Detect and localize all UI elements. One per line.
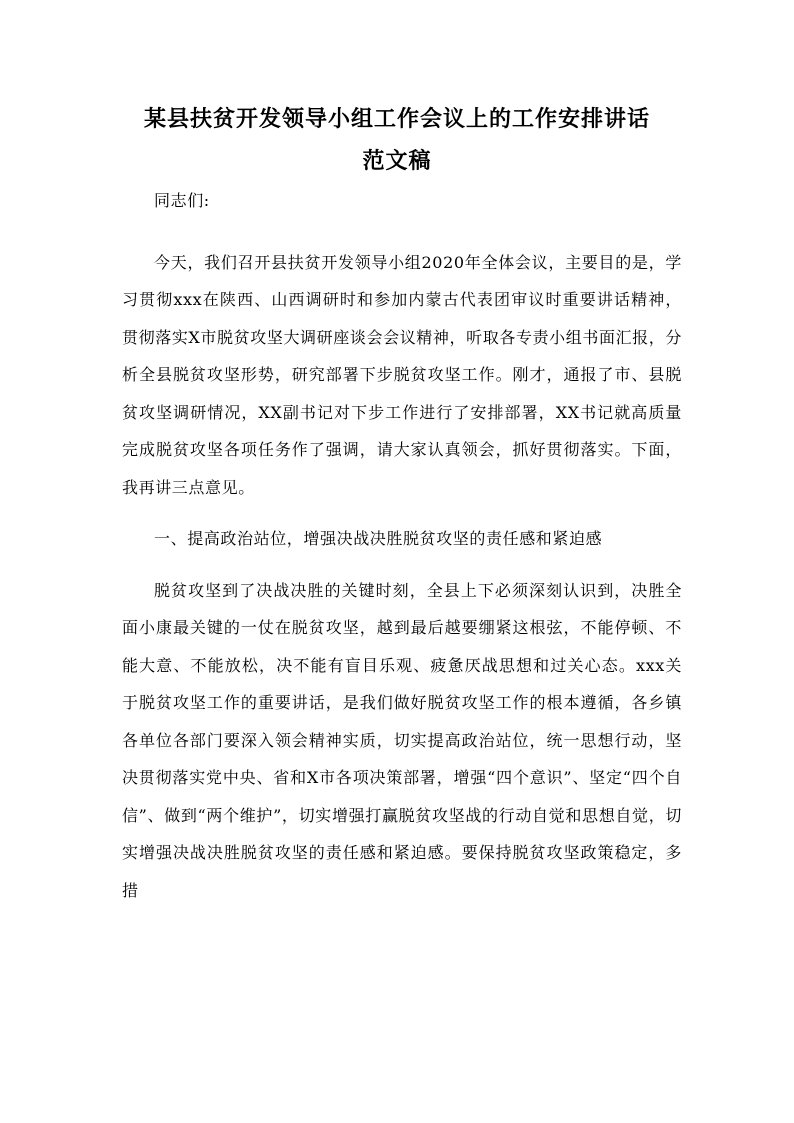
document-title-line-2: 范文稿 <box>362 148 432 174</box>
salutation: 同志们: <box>154 191 210 210</box>
section-heading-1: 一、提高政治站位，增强决战决胜脱贫攻坚的责任感和紧迫感 <box>154 529 603 548</box>
document-body <box>122 182 682 909</box>
document-title-line-1: 某县扶贫开发领导小组工作会议上的工作安排讲话 <box>143 106 650 132</box>
paragraph-intro: 今天，我们召开县扶贫开发领导小组2020年全体会议，主要目的是，学习贯彻xxx在陕西、山西调研时和参加内蒙古代表团审议时重要讲话精神，贯彻落实X市脱贫攻坚大调研座谈会会议精神，听取各专责小组书面汇报，分析全县脱贫攻坚形势，研究部署下步脱贫攻坚工作。刚才，通报了市、县脱贫攻坚调研情况，XX副书记对下步工作进行了安排部署，XX书记就高质量完成脱贫攻坚各项任务作了强调，请大家认真领会，抓好贯彻落实。下面，我再讲三点意见。 <box>122 252 682 497</box>
paragraph-section-1: 脱贫攻坚到了决战决胜的关键时刻，全县上下必须深刻认识到，决胜全面小康最关键的一仗在脱贫攻坚，越到最后越要绷紧这根弦，不能停顿、不能大意、不能放松，决不能有盲目乐观、疲惫厌战思想和过关心态。xxx关于脱贫攻坚工作的重要讲话，是我们做好脱贫攻坚工作的根本遵循，各乡镇各单位各部门要深入领会精神实质，切实提高政治站位，统一思想行动，坚决贯彻落实党中央、省和X市各项决策部署，增强“四个意识”、坚定“四个自信”、做到“两个维护”，切实增强打赢脱贫攻坚战的行动自觉和思想自觉，切实增强决战决胜脱贫攻坚的责任感和紧迫感。要保持脱贫攻坚政策稳定，多措 <box>122 580 682 900</box>
